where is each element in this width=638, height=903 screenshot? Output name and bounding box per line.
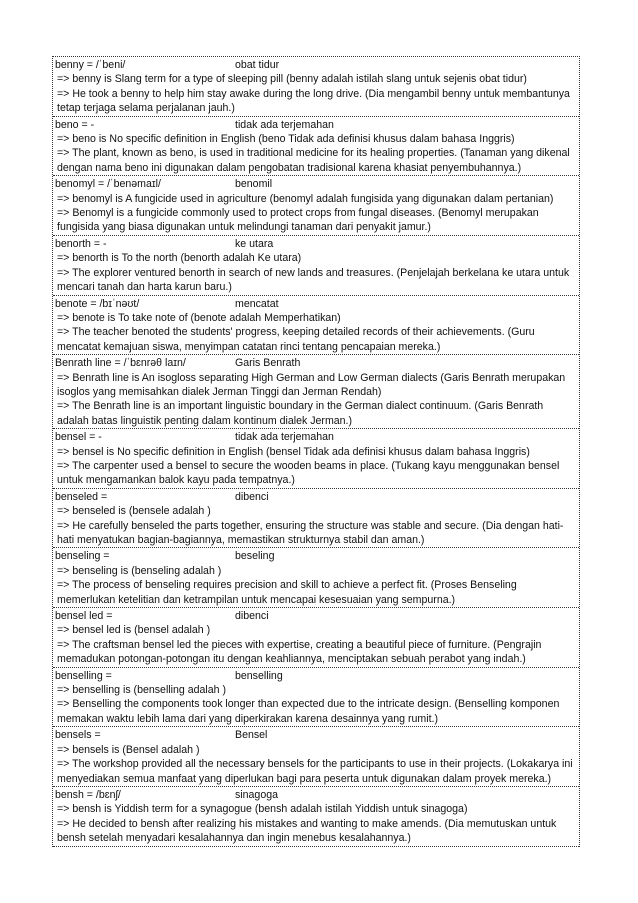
entry-example: => The teacher benoted the students' progress, keeping detailed records of their achievements. (Guru mencatat kemajuan siswa, menyimpan catatan rinci tentang pencapaian mereka.) [57, 326, 535, 353]
entry-translation: tidak ada terjemahan [235, 431, 334, 444]
entry-translation: tidak ada terjemahan [235, 118, 334, 131]
entry-translation: mencatat [235, 297, 279, 310]
entry-term: benomyl = /ˈbenəmaɪl/ [55, 178, 161, 191]
entry-translation: Bensel [235, 729, 268, 742]
entry-definition: => bensel led is (bensel adalah ) [57, 624, 211, 637]
entry-benseling [53, 548, 579, 608]
entry-term: benselling = [55, 669, 112, 682]
entry-translation: obat tidur [235, 59, 280, 71]
entry-example: => The plant, known as beno, is used in traditional medicine for its healing properties. (Tanaman yang dikenal dengan nama beno ini digunakan dalam pengobatan tradisional karena khasiat penyembuhannya.) [57, 147, 570, 174]
entry-header [55, 609, 577, 623]
entry-translation: benselling [235, 669, 283, 682]
entry-definition: => benseled is (bensele adalah ) [57, 505, 211, 518]
entry-definition: => bensh is Yiddish term for a synagogue (bensh adalah istilah Yiddish untuk sinagoga) [57, 803, 468, 816]
entry-definition: => benselling is (benselling adalah ) [57, 684, 227, 697]
entry-term: Benrath line = /ˈbɛnrəθ laɪn/ [55, 357, 186, 370]
entry-definition: => bensel is No specific definition in English (bensel Tidak ada definisi khusus dalam bahasa Inggris) [57, 445, 530, 458]
entry-bensels [53, 727, 579, 787]
entry-example: => He took a benny to help him stay awake during the long drive. (Dia mengambil benny untuk membantunya tetap terjaga selama perjalanan jauh.) [57, 87, 570, 115]
entry-example: => He carefully benseled the parts together, ensuring the structure was stable and secure. (Dia dengan hati-hati menyatukan bagian-bagiannya, memastikan strukturnya stabil dan aman.) [57, 519, 564, 546]
entry-definition: => benomyl is A fungicide used in agriculture (benomyl adalah fungisida yang digunakan dalam pertanian) [57, 192, 554, 205]
entry-bensh [53, 787, 579, 847]
entry-header [55, 490, 577, 504]
entry-example: => Benselling the components took longer than expected due to the intricate design. (Benselling komponen memakan waktu lebih lama dari yang diperkirakan karena desainnya yang rumit.) [57, 698, 560, 725]
entry-header [55, 728, 577, 742]
entry-benote [53, 296, 579, 356]
entry-header [55, 669, 577, 683]
entry-term: benote = /bɪˈnəʊt/ [55, 297, 140, 310]
entry-header [55, 549, 577, 563]
entry-term: benseled = [55, 490, 108, 503]
entry-term: beno = - [55, 118, 95, 131]
entry-header [55, 237, 577, 251]
entry-definition: => benny is Slang term for a type of sleeping pill (benny adalah istilah slang untuk sejenis obat tidur) [57, 73, 527, 86]
entry-example: => The carpenter used a bensel to secure the wooden beams in place. (Tukang kayu menggunakan bensel untuk mengamankan balok kayu pada tempatnya.) [57, 459, 560, 487]
entry-translation: dibenci [235, 490, 269, 503]
entry-benselling [53, 668, 579, 728]
entry-term: benny = /ˈbeni/ [55, 59, 126, 71]
entry-beno [53, 117, 579, 177]
entry-definition: => beno is No specific definition in English (beno Tidak ada definisi khusus dalam bahasa Inggris) [57, 133, 515, 146]
entry-definition: => benorth is To the north (benorth adalah Ke utara) [57, 252, 302, 265]
entry-term: benseling = [55, 550, 110, 563]
entry-benomyl [53, 176, 579, 236]
entry-header [55, 788, 577, 802]
entry-example: => The explorer ventured benorth in search of new lands and treasures. (Penjelajah berkelana ke utara untuk mencari tanah dan harta karun baru.) [57, 266, 570, 294]
entry-translation: Garis Benrath [235, 357, 301, 370]
entry-bensel [53, 429, 579, 489]
entry-header [55, 297, 577, 311]
entry-definition: => Benrath line is An isogloss separating High German and Low German dialects (Garis Benrath merupakan isoglos yang memisahkan dialek Jerman Tinggi dan Jerman Rendah) [57, 371, 566, 398]
entry-translation: sinagoga [235, 788, 279, 801]
entry-example: => He decided to bensh after realizing his mistakes and wanting to make amends. (Dia memutuskan untuk bensh setelah menyadari kesalahannya dan ingin menebus kesalahannya.) [57, 817, 557, 845]
entry-translation: ke utara [235, 237, 274, 250]
entry-translation: beseling [235, 550, 275, 563]
entry-benseled [53, 489, 579, 549]
entry-term: bensels = [55, 729, 101, 742]
entry-term: bensel = - [55, 431, 102, 444]
entry-example: => Benomyl is a fungicide commonly used to protect crops from fungal diseases. (Benomyl merupakan fungisida yang biasa digunakan untuk melindungi tanaman dari penyakit jamur.) [57, 207, 539, 234]
entry-translation: dibenci [235, 610, 269, 623]
entry-header [55, 118, 577, 132]
entry-term: bensh = /bɛnʃ/ [55, 788, 121, 801]
entry-benny [53, 57, 579, 117]
entry-benrath-line [53, 355, 579, 429]
entry-definition: => bensels is (Bensel adalah ) [57, 743, 200, 756]
entry-header [55, 177, 577, 191]
entry-definition: => benseling is (benseling adalah ) [57, 564, 222, 577]
entry-term: bensel led = [55, 610, 113, 623]
entry-header [55, 58, 577, 72]
entry-example: => The Benrath line is an important linguistic boundary in the German dialect continuum. (Garis Benrath adalah batas linguistik penting dalam kontinum dialek Jerman.) [57, 400, 544, 427]
entry-benselled [53, 608, 579, 668]
entry-benorth [53, 236, 579, 296]
entry-example: => The workshop provided all the necessary bensels for the participants to use in their projects. (Lokakarya ini menyediakan semua manfaat yang diperlukan bagi para peserta untuk digunakan dalam proyek mereka.) [57, 758, 573, 785]
entry-translation: benomil [235, 178, 273, 191]
entry-example: => The craftsman bensel led the pieces with expertise, creating a beautiful piece of furniture. (Pengrajin memadukan potongan-potongan itu dengan keahliannya, menciptakan sebuah perabot yang indah.) [57, 638, 542, 666]
entry-definition: => benote is To take note of (benote adalah Memperhatikan) [57, 311, 341, 324]
entry-header [55, 356, 577, 370]
entry-term: benorth = - [55, 237, 107, 250]
entry-header [55, 430, 577, 444]
dictionary-page [52, 56, 580, 847]
entry-example: => The process of benseling requires precision and skill to achieve a perfect fit. (Proses Benseling memerlukan ketelitian dan ketrampilan untuk mencapai kesesuaian yang sempurna.) [57, 579, 517, 606]
